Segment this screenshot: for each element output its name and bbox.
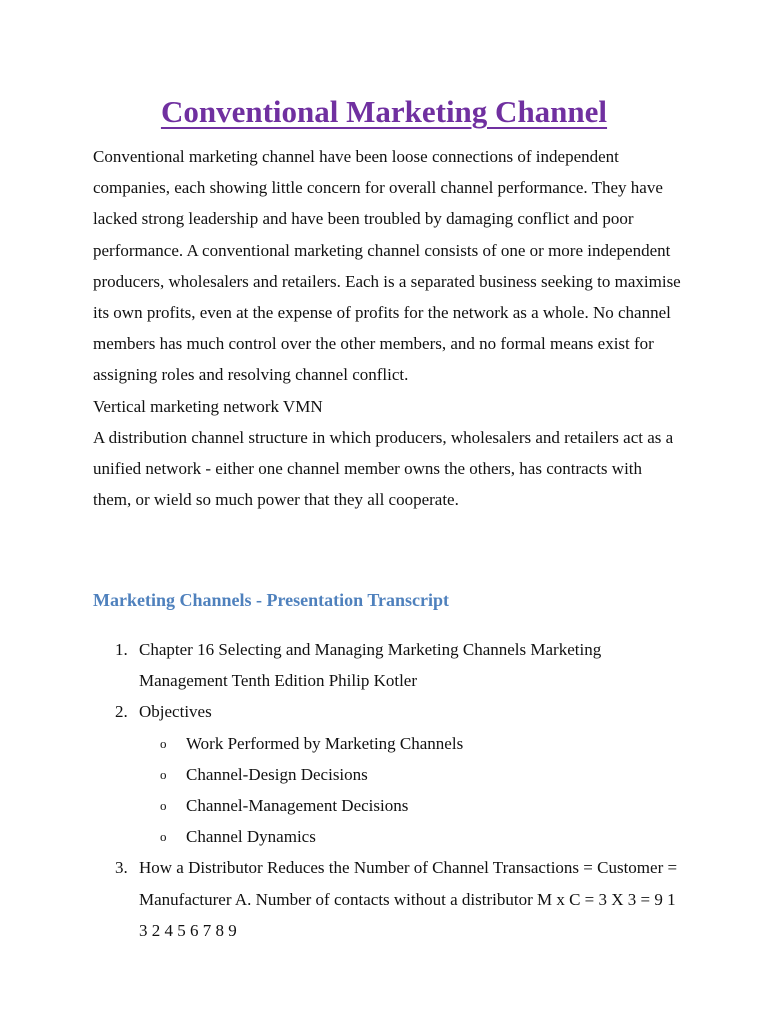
list-number: 1.	[115, 640, 128, 659]
list-item	[93, 696, 683, 852]
objectives-sublist	[139, 728, 683, 853]
list-item-text: Objectives	[139, 702, 212, 722]
sublist-item	[139, 759, 683, 790]
list-item	[93, 852, 683, 946]
sublist-item-text: Channel Dynamics	[186, 827, 316, 847]
section-heading: Marketing Channels - Presentation Transcript	[93, 590, 449, 610]
sublist-item	[139, 790, 683, 821]
circle-bullet-icon: o	[160, 766, 167, 782]
paragraph-vmn-definition: A distribution channel structure in which producers, wholesalers and retailers act as a unified network - either one channel member owns the others, has contracts with them, or wield so much power that they all cooperate.	[93, 427, 674, 510]
sublist-item-text: Channel-Management Decisions	[186, 796, 409, 816]
intro-section	[93, 141, 683, 515]
list-item-text: Chapter 16 Selecting and Managing Marketing Channels Marketing Management Tenth Edition Philip Kotler	[139, 640, 602, 691]
circle-bullet-icon: o	[160, 798, 167, 814]
list-item-text: How a Distributor Reduces the Number of Channel Transactions = Customer = Manufacturer A. Number of contacts without a distributor M x C = 3 X 3 = 9 1 3 2 4 5 6 7 8 9	[139, 858, 678, 940]
sublist-item	[139, 728, 683, 759]
circle-bullet-icon: o	[160, 735, 167, 751]
sublist-item	[139, 821, 683, 852]
circle-bullet-icon: o	[160, 829, 167, 845]
paragraph-vmn-heading: Vertical marketing network VMN	[93, 396, 323, 416]
list-number: 2.	[115, 702, 128, 722]
transcript-list	[93, 634, 683, 946]
list-item	[93, 634, 683, 696]
sublist-item-text: Channel-Design Decisions	[186, 764, 368, 784]
page-title: Conventional Marketing Channel	[160, 94, 608, 129]
sublist-item-text: Work Performed by Marketing Channels	[186, 733, 464, 753]
paragraph-conventional-channel: Conventional marketing channel have been loose connections of independent companies, each showing little concern for overall channel performance. They have lacked strong leadership and have been troubled by damaging conflict and poor performance. A conventional marketing channel consists of one or more independent producers, wholesalers and retailers. Each is a separated business seeking to maximise its own profits, even at the expense of profits for the network as a whole. No channel members has much control over the other members, and no formal means exist for assigning roles and resolving channel conflict.	[93, 147, 681, 385]
list-number: 3.	[115, 858, 128, 878]
